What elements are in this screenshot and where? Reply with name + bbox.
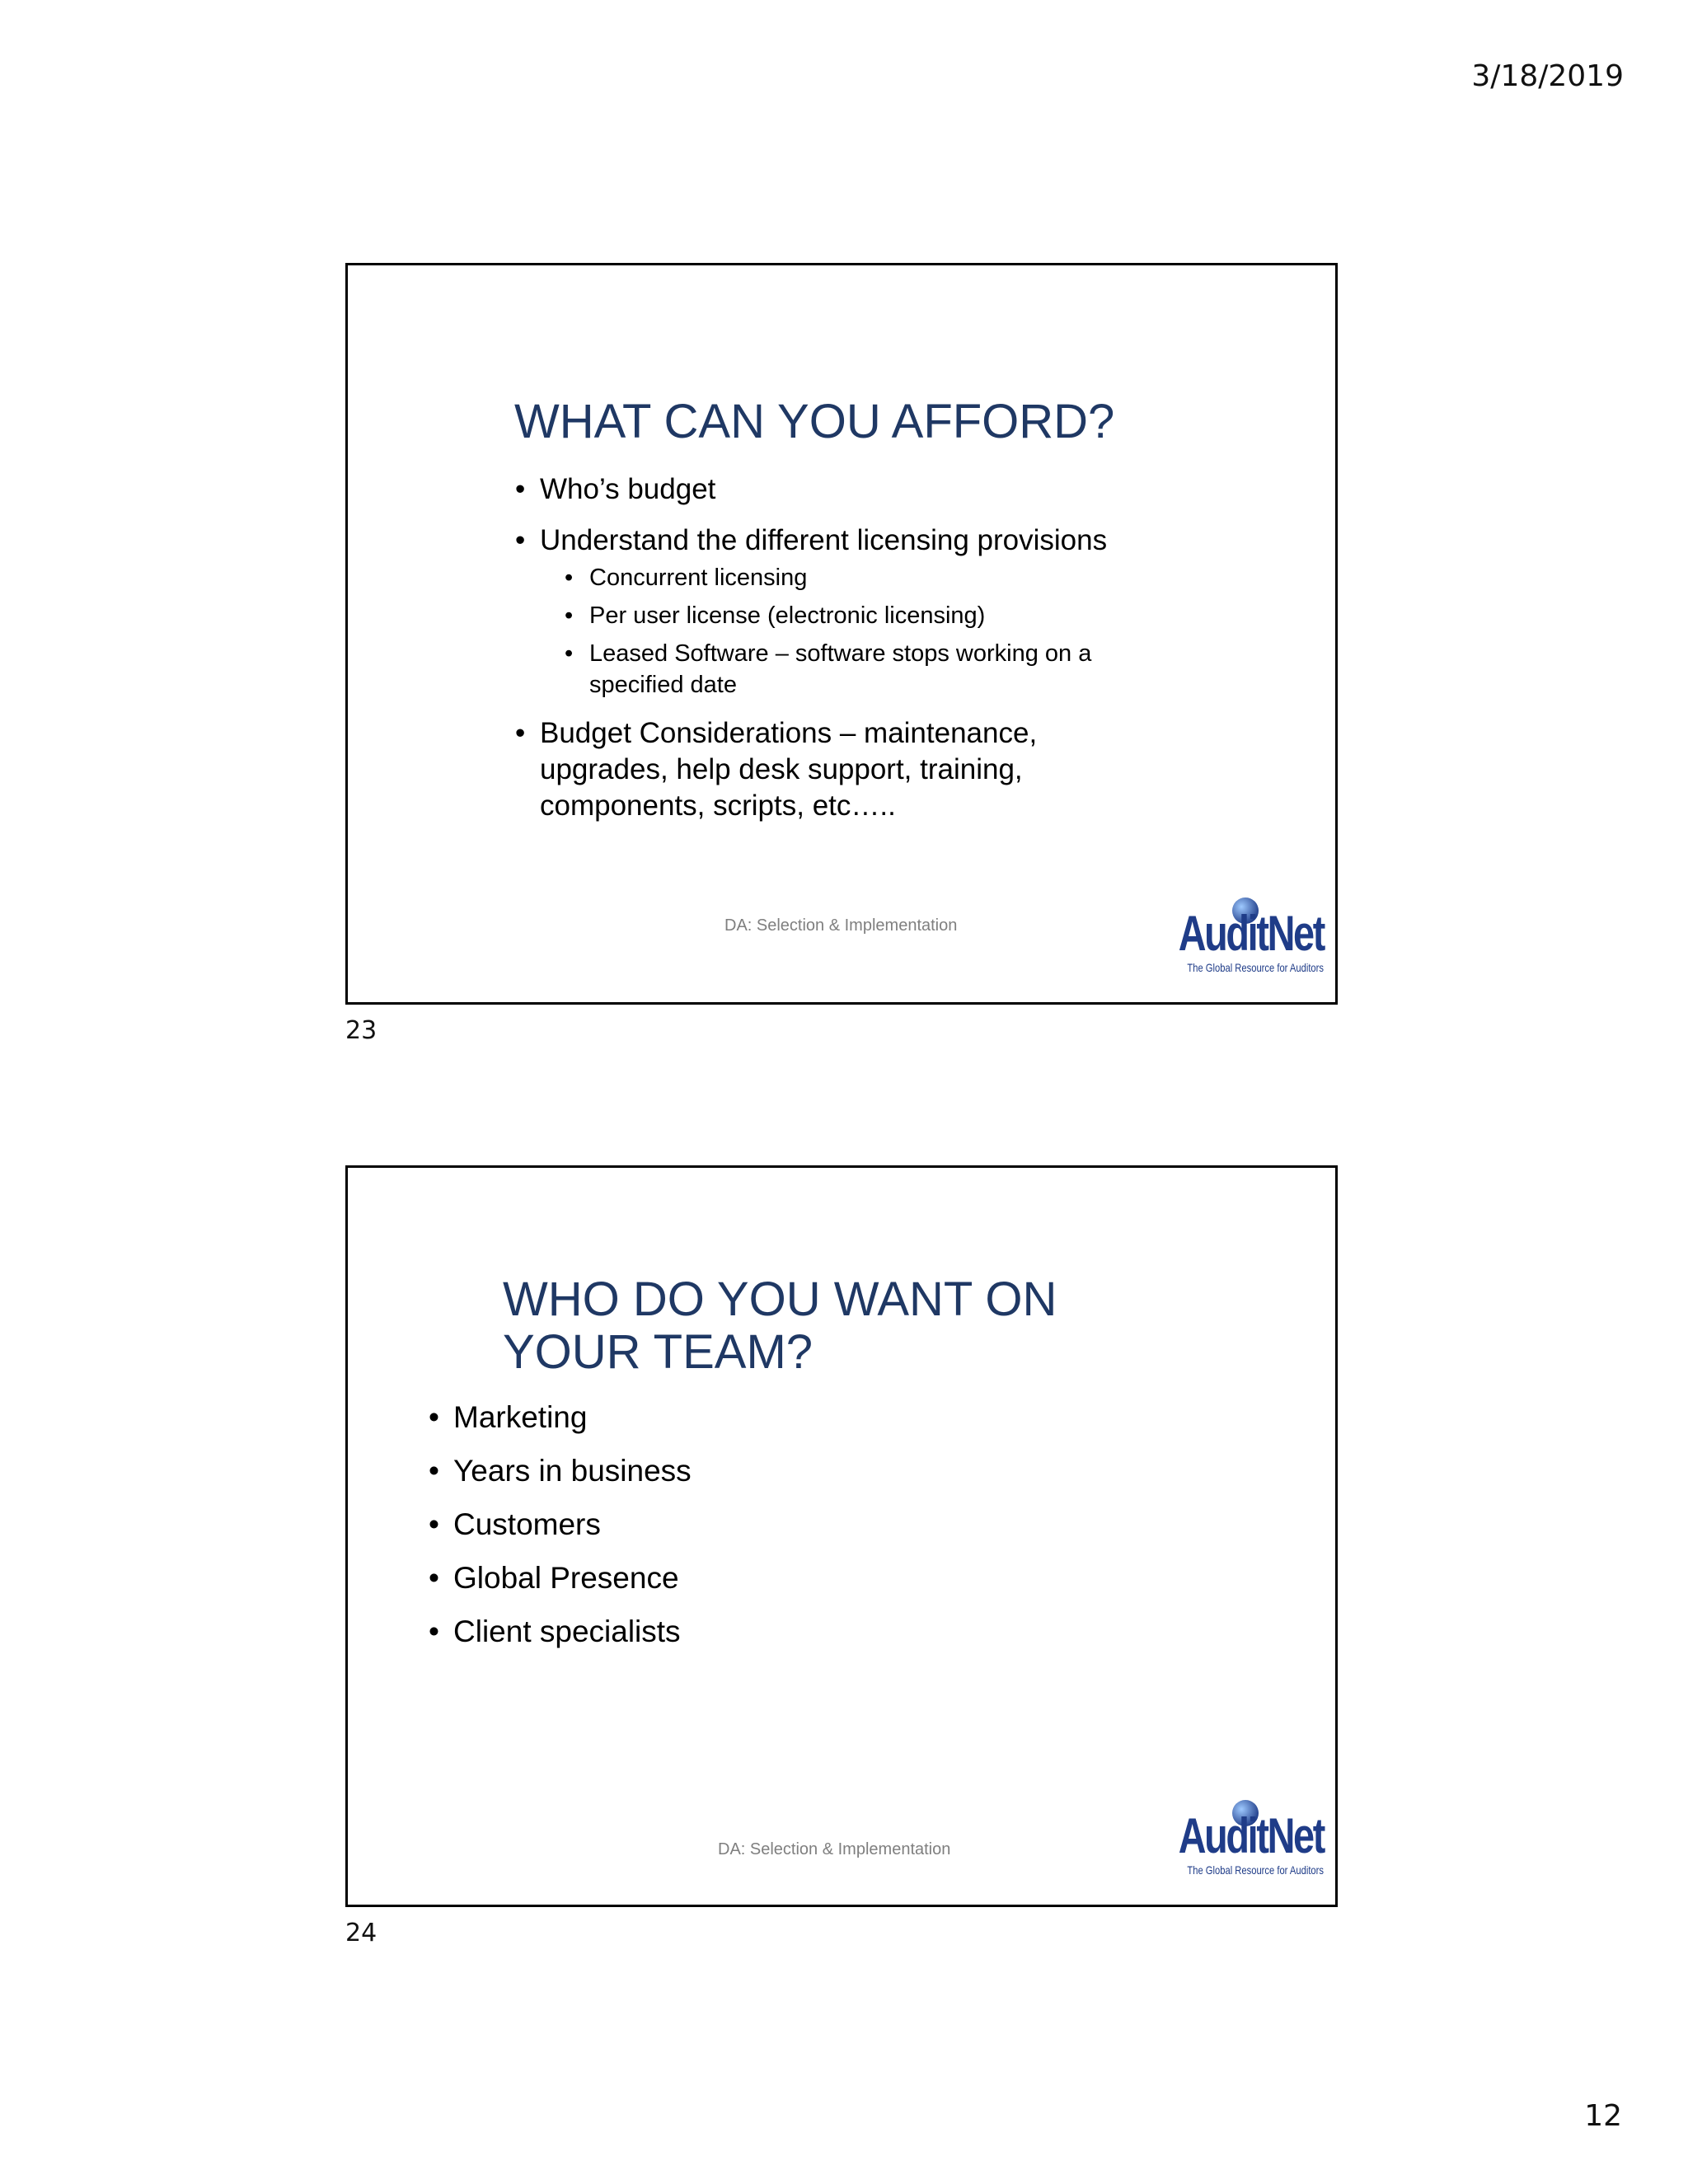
logo-wordmark: AuditNet	[1178, 1808, 1324, 1863]
bullet-item: • Marketing	[453, 1399, 1030, 1436]
bullet-item: • Customers	[453, 1506, 1030, 1544]
auditnet-logo	[1178, 897, 1324, 979]
bullet-item: • Client specialists	[453, 1613, 1030, 1651]
slide-23-bullet-list	[540, 471, 1166, 824]
slide-24	[345, 1165, 1338, 1907]
slide-title: WHAT CAN YOU AFFORD?	[514, 395, 1115, 448]
slide-number: 23	[345, 1016, 377, 1045]
auditnet-logo	[1178, 1799, 1324, 1882]
slide-footer-text: DA: Selection & Implementation	[724, 916, 958, 935]
bullet-item: • Years in business	[453, 1452, 1030, 1490]
page-number: 12	[1584, 2099, 1622, 2133]
sub-bullet-item: • Concurrent licensing	[589, 562, 1166, 593]
bullet-item: • Global Presence	[453, 1559, 1030, 1597]
slide-23	[345, 263, 1338, 1005]
slide-24-bullet-list	[453, 1399, 1030, 1651]
bullet-item: • Who’s budget	[540, 471, 1166, 508]
slide-23-container	[345, 263, 1336, 1045]
logo-wordmark: AuditNet	[1178, 906, 1324, 961]
bullet-item: • Budget Considerations – maintenance, upgrades, help desk support, training, components, scripts, etc…..	[540, 715, 1100, 824]
sub-bullet-item: • Per user license (electronic licensing)	[589, 600, 1166, 631]
logo-tagline: The Global Resource for Auditors	[1187, 1863, 1324, 1877]
slide-footer-text: DA: Selection & Implementation	[718, 1840, 951, 1858]
slide-24-container	[345, 1165, 1336, 1947]
page-date: 3/18/2019	[1471, 59, 1624, 93]
slide-title: WHO DO YOU WANT ON YOUR TEAM?	[503, 1272, 1057, 1379]
sub-bullet-item: • Leased Software – software stops working on a specified date	[589, 638, 1158, 701]
bullet-item: • Understand the different licensing provisions	[540, 523, 1166, 559]
logo-tagline: The Global Resource for Auditors	[1187, 961, 1324, 974]
slide-number: 24	[345, 1919, 377, 1947]
